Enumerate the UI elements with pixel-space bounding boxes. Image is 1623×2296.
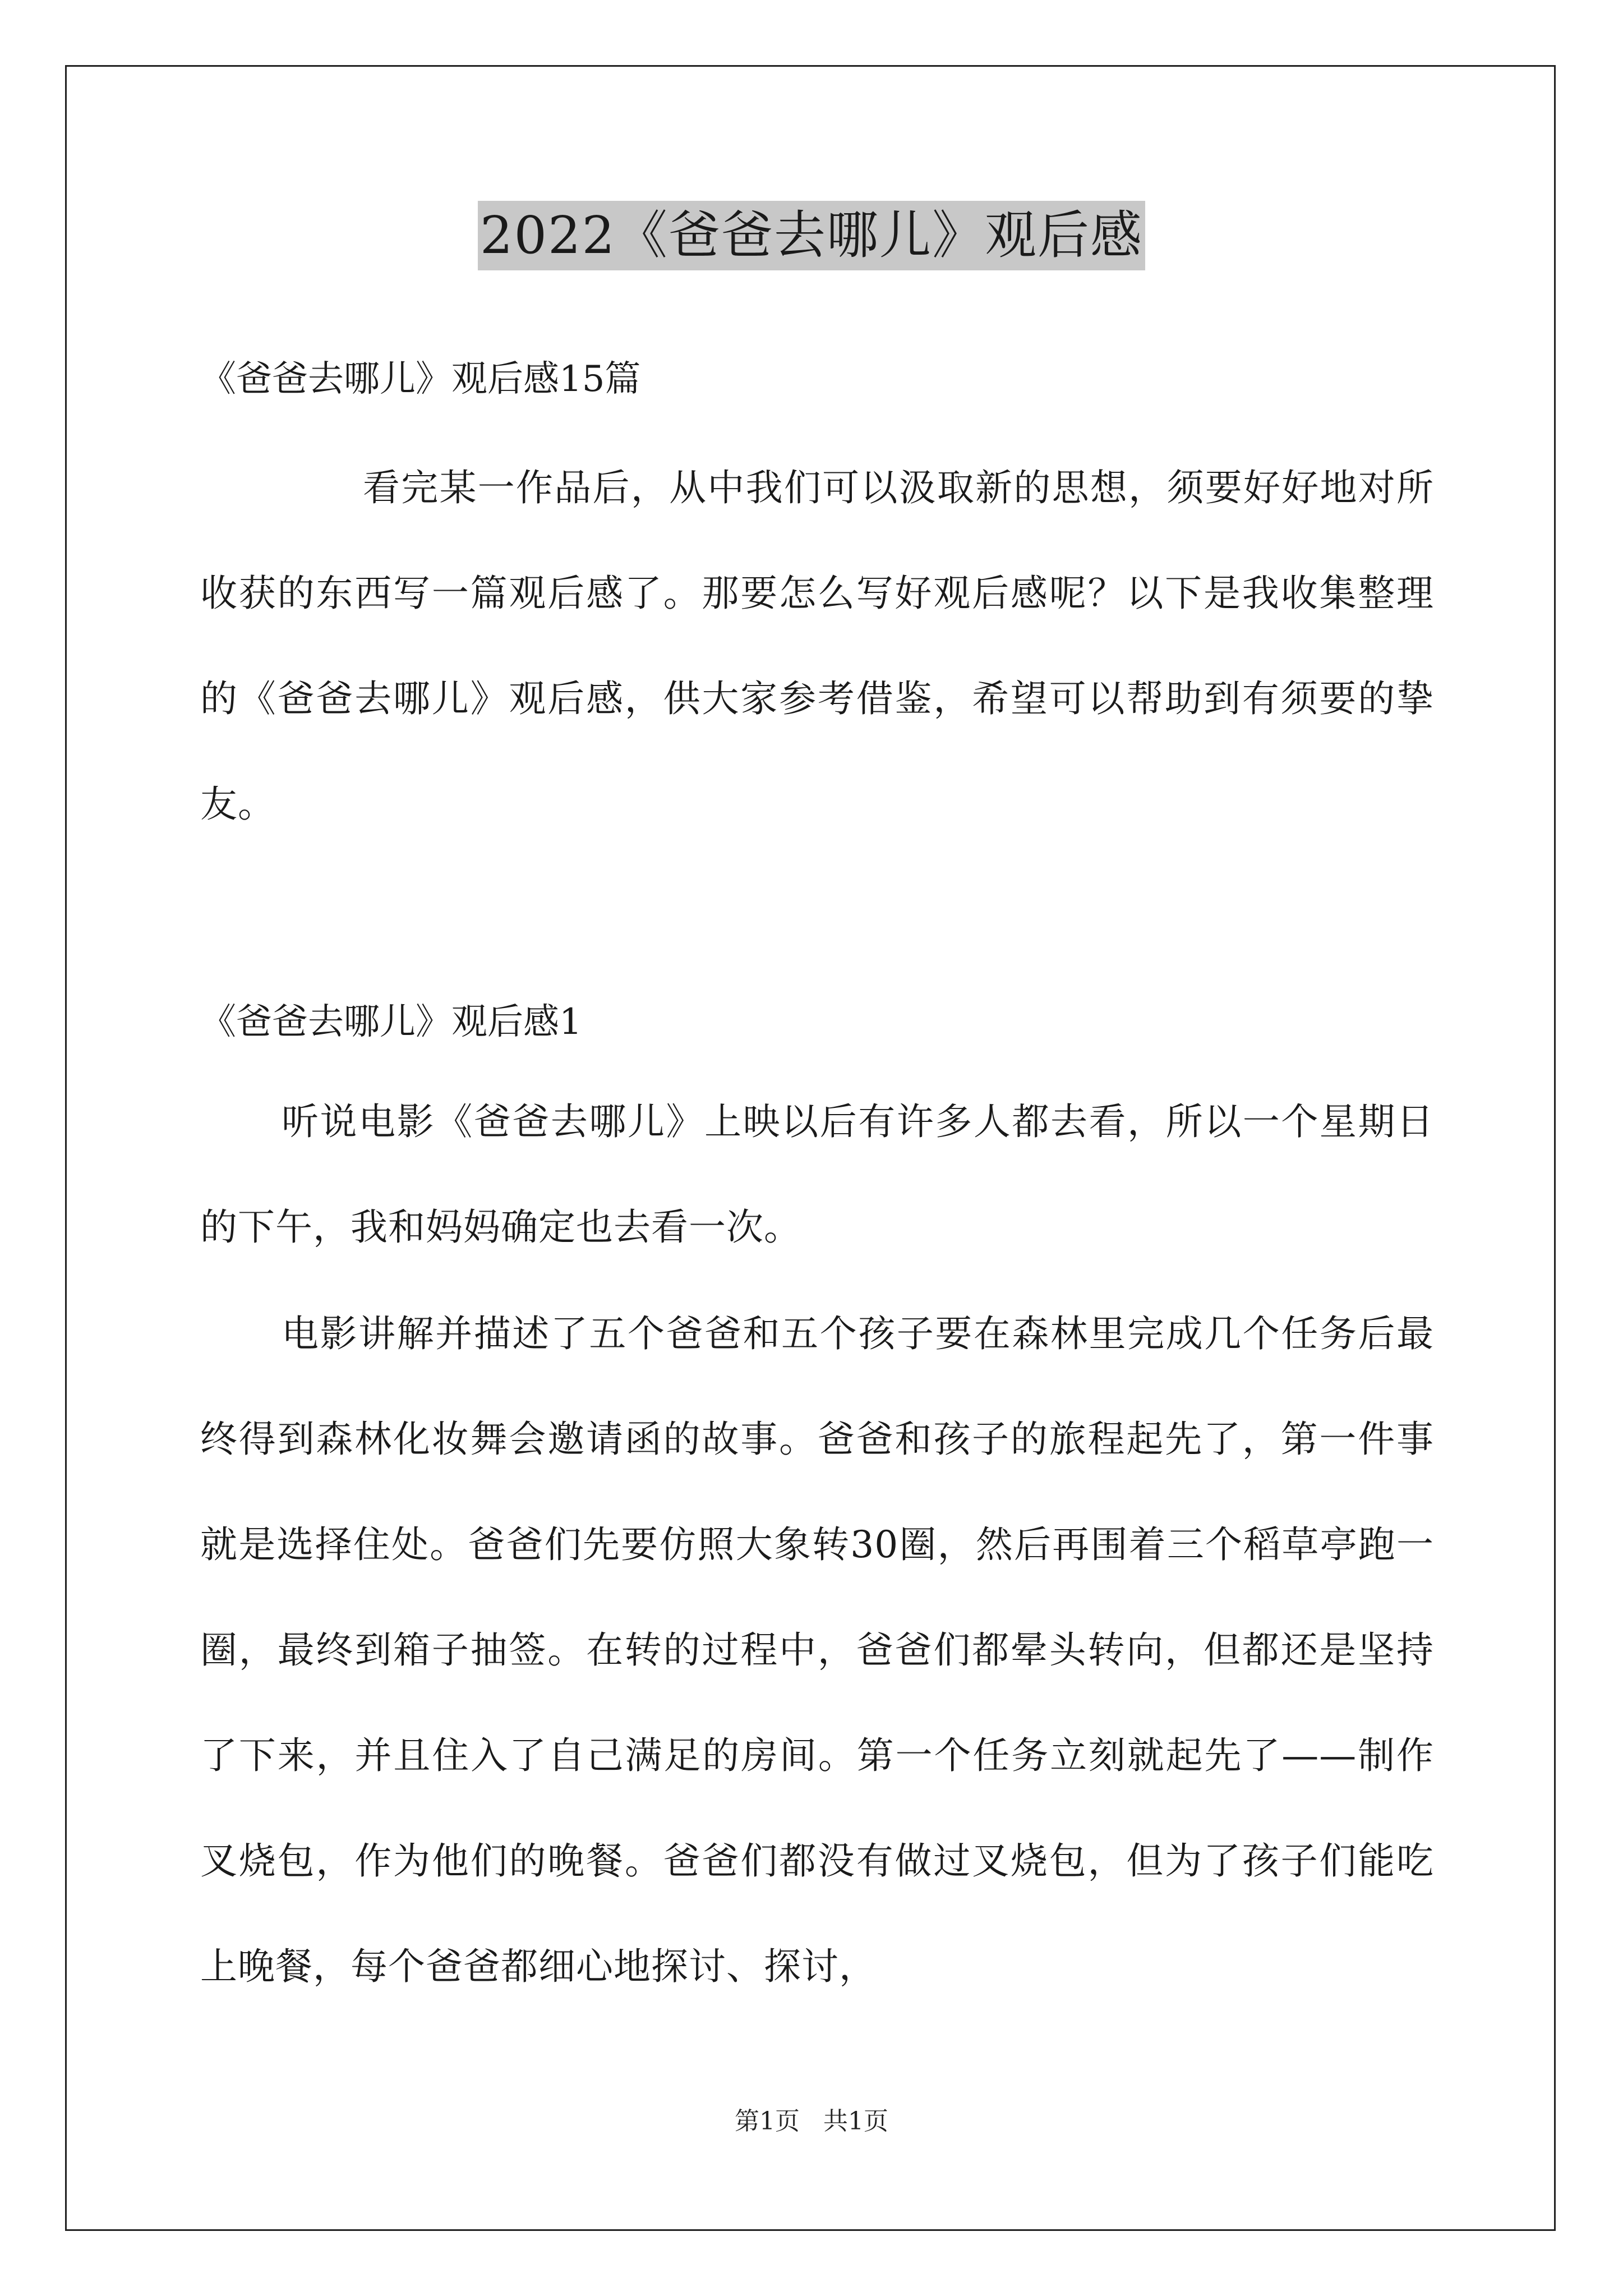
title-container bbox=[0, 201, 1623, 270]
page-footer: 第1页 共1页 bbox=[735, 2107, 888, 2136]
document-subtitle: 《爸爸去哪儿》观后感15篇 bbox=[200, 358, 641, 400]
body-paragraph: 电影讲解并描述了五个爸爸和五个孩子要在森林里完成几个任务后最终得到森林化妆舞会邀请函的故事。爸爸和孩子的旅程起先了，第一件事就是选择住处。爸爸们先要仿照大象转30圈，然后再围着三个稻草亭跑一圈，最终到箱子抽签。在转的过程中，爸爸们都晕头转向，但都还是坚持了下来，并且住入了自己满足的房间。第一个任务立刻就起先了——制作叉烧包，作为他们的晚餐。爸爸们都没有做过叉烧包，但为了孩子们能吃上晚餐，每个爸爸都细心地探讨、探讨， bbox=[200, 1312, 1434, 1988]
section-heading: 《爸爸去哪儿》观后感1 bbox=[200, 1001, 582, 1043]
intro-paragraph: 看完某一作品后，从中我们可以汲取新的思想，须要好好地对所收获的东西写一篇观后感了。那要怎么写好观后感呢？以下是我收集整理的《爸爸去哪儿》观后感，供大家参考借鉴，希望可以帮助到有须要的挚友。 bbox=[200, 466, 1434, 826]
body-paragraph: 听说电影《爸爸去哪儿》上映以后有许多人都去看，所以一个星期日的下午，我和妈妈确定也去看一次。 bbox=[200, 1100, 1434, 1249]
document-title: 2022《爸爸去哪儿》观后感 bbox=[478, 201, 1145, 270]
